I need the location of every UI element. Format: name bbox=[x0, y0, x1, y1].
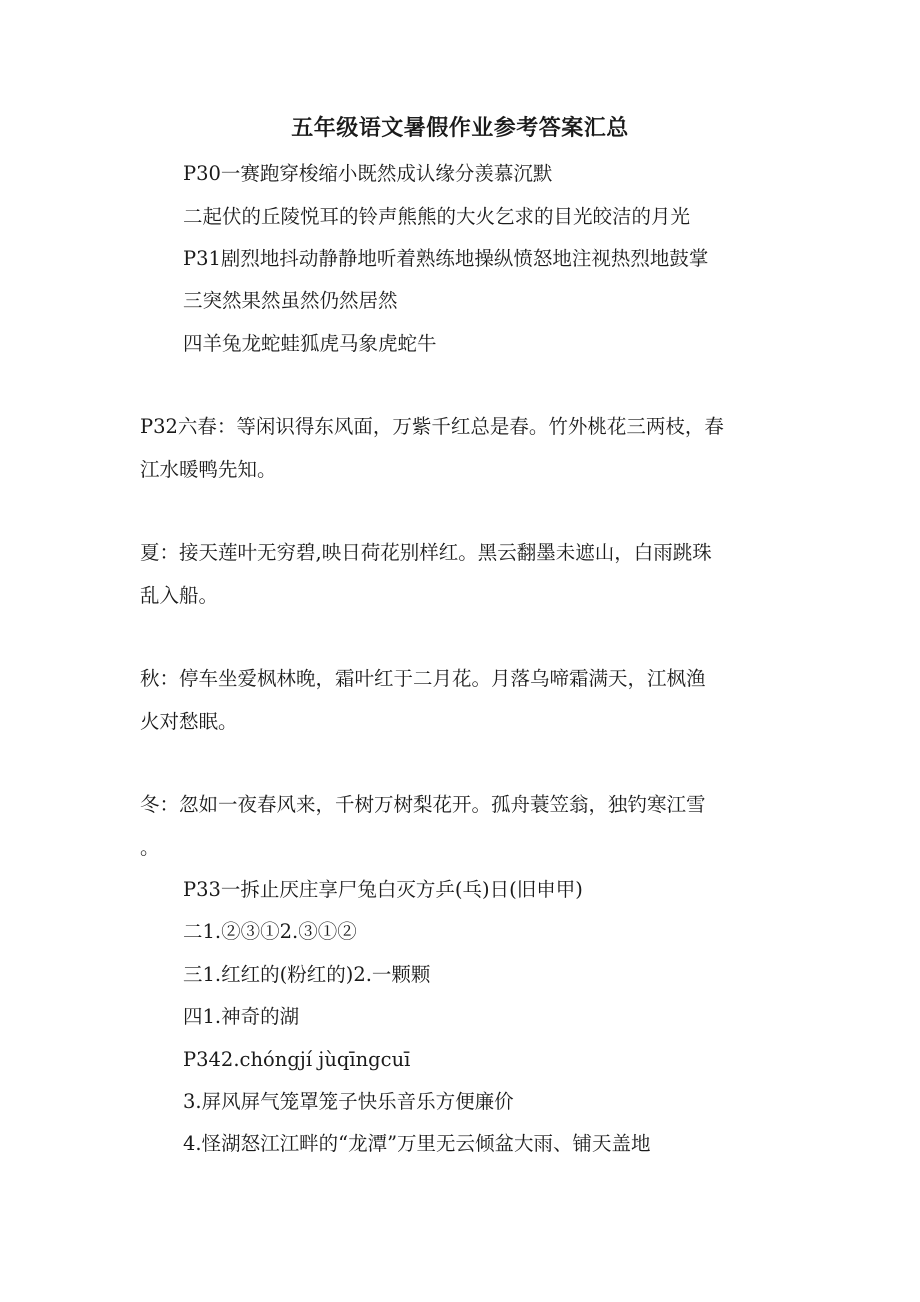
answer-line-p34-2: P342.chóngjí jùqīngcuī bbox=[183, 1048, 411, 1071]
answer-line-autumn: 秋：停车坐爱枫林晚，霜叶红于二月花。月落乌啼霜满天，江枫渔 bbox=[140, 667, 706, 690]
answer-line-p32-spring: P32六春：等闲识得东风面，万紫千红总是春。竹外桃花三两枝，春 bbox=[140, 415, 724, 438]
answer-line-summer-cont: 乱入船。 bbox=[140, 584, 219, 607]
answer-line-winter: 冬：忽如一夜春风来，千树万树梨花开。孤舟蓑笠翁，独钓寒江雪 bbox=[140, 793, 706, 816]
answer-line-summer: 夏：接天莲叶无穷碧,映日荷花别样红。黑云翻墨未遮山，白雨跳珠 bbox=[140, 541, 712, 564]
answer-line-p31-3: 三突然果然虽然仍然居然 bbox=[183, 289, 398, 312]
answer-line-p34-3: 3.屏风屏气笼罩笼子快乐音乐方便廉价 bbox=[183, 1090, 514, 1113]
answer-line-p31-1: P31剧烈地抖动静静地听着熟练地操纵愤怒地注视热烈地鼓掌 bbox=[183, 247, 709, 270]
answer-line-p32-spring-cont: 江水暖鸭先知。 bbox=[140, 458, 277, 481]
answer-line-p33-3: 三1.红红的(粉红的)2.一颗颗 bbox=[183, 963, 431, 986]
answer-line-p33-4: 四1.神奇的湖 bbox=[183, 1005, 300, 1028]
answer-line-p30-1: P30一赛跑穿梭缩小既然成认缘分羡慕沉默 bbox=[183, 162, 553, 185]
answer-line-p30-2: 二起伏的丘陵悦耳的铃声熊熊的大火乞求的目光皎洁的月光 bbox=[183, 205, 691, 228]
answer-line-winter-cont: 。 bbox=[140, 836, 160, 859]
answer-line-p33-2: 二1.②③①2.③①② bbox=[183, 920, 357, 943]
answer-line-autumn-cont: 火对愁眠。 bbox=[140, 710, 238, 733]
answer-line-p31-4: 四羊兔龙蛇蛙狐虎马象虎蛇牛 bbox=[183, 332, 437, 355]
answer-line-p33-1: P33一拆止厌庄享尸兔白灭方乒(乓)日(旧申甲) bbox=[183, 878, 583, 901]
answer-line-p34-4: 4.怪湖怒江江畔的“龙潭”万里无云倾盆大雨、铺天盖地 bbox=[183, 1132, 651, 1155]
page-title: 五年级语文暑假作业参考答案汇总 bbox=[291, 115, 629, 141]
